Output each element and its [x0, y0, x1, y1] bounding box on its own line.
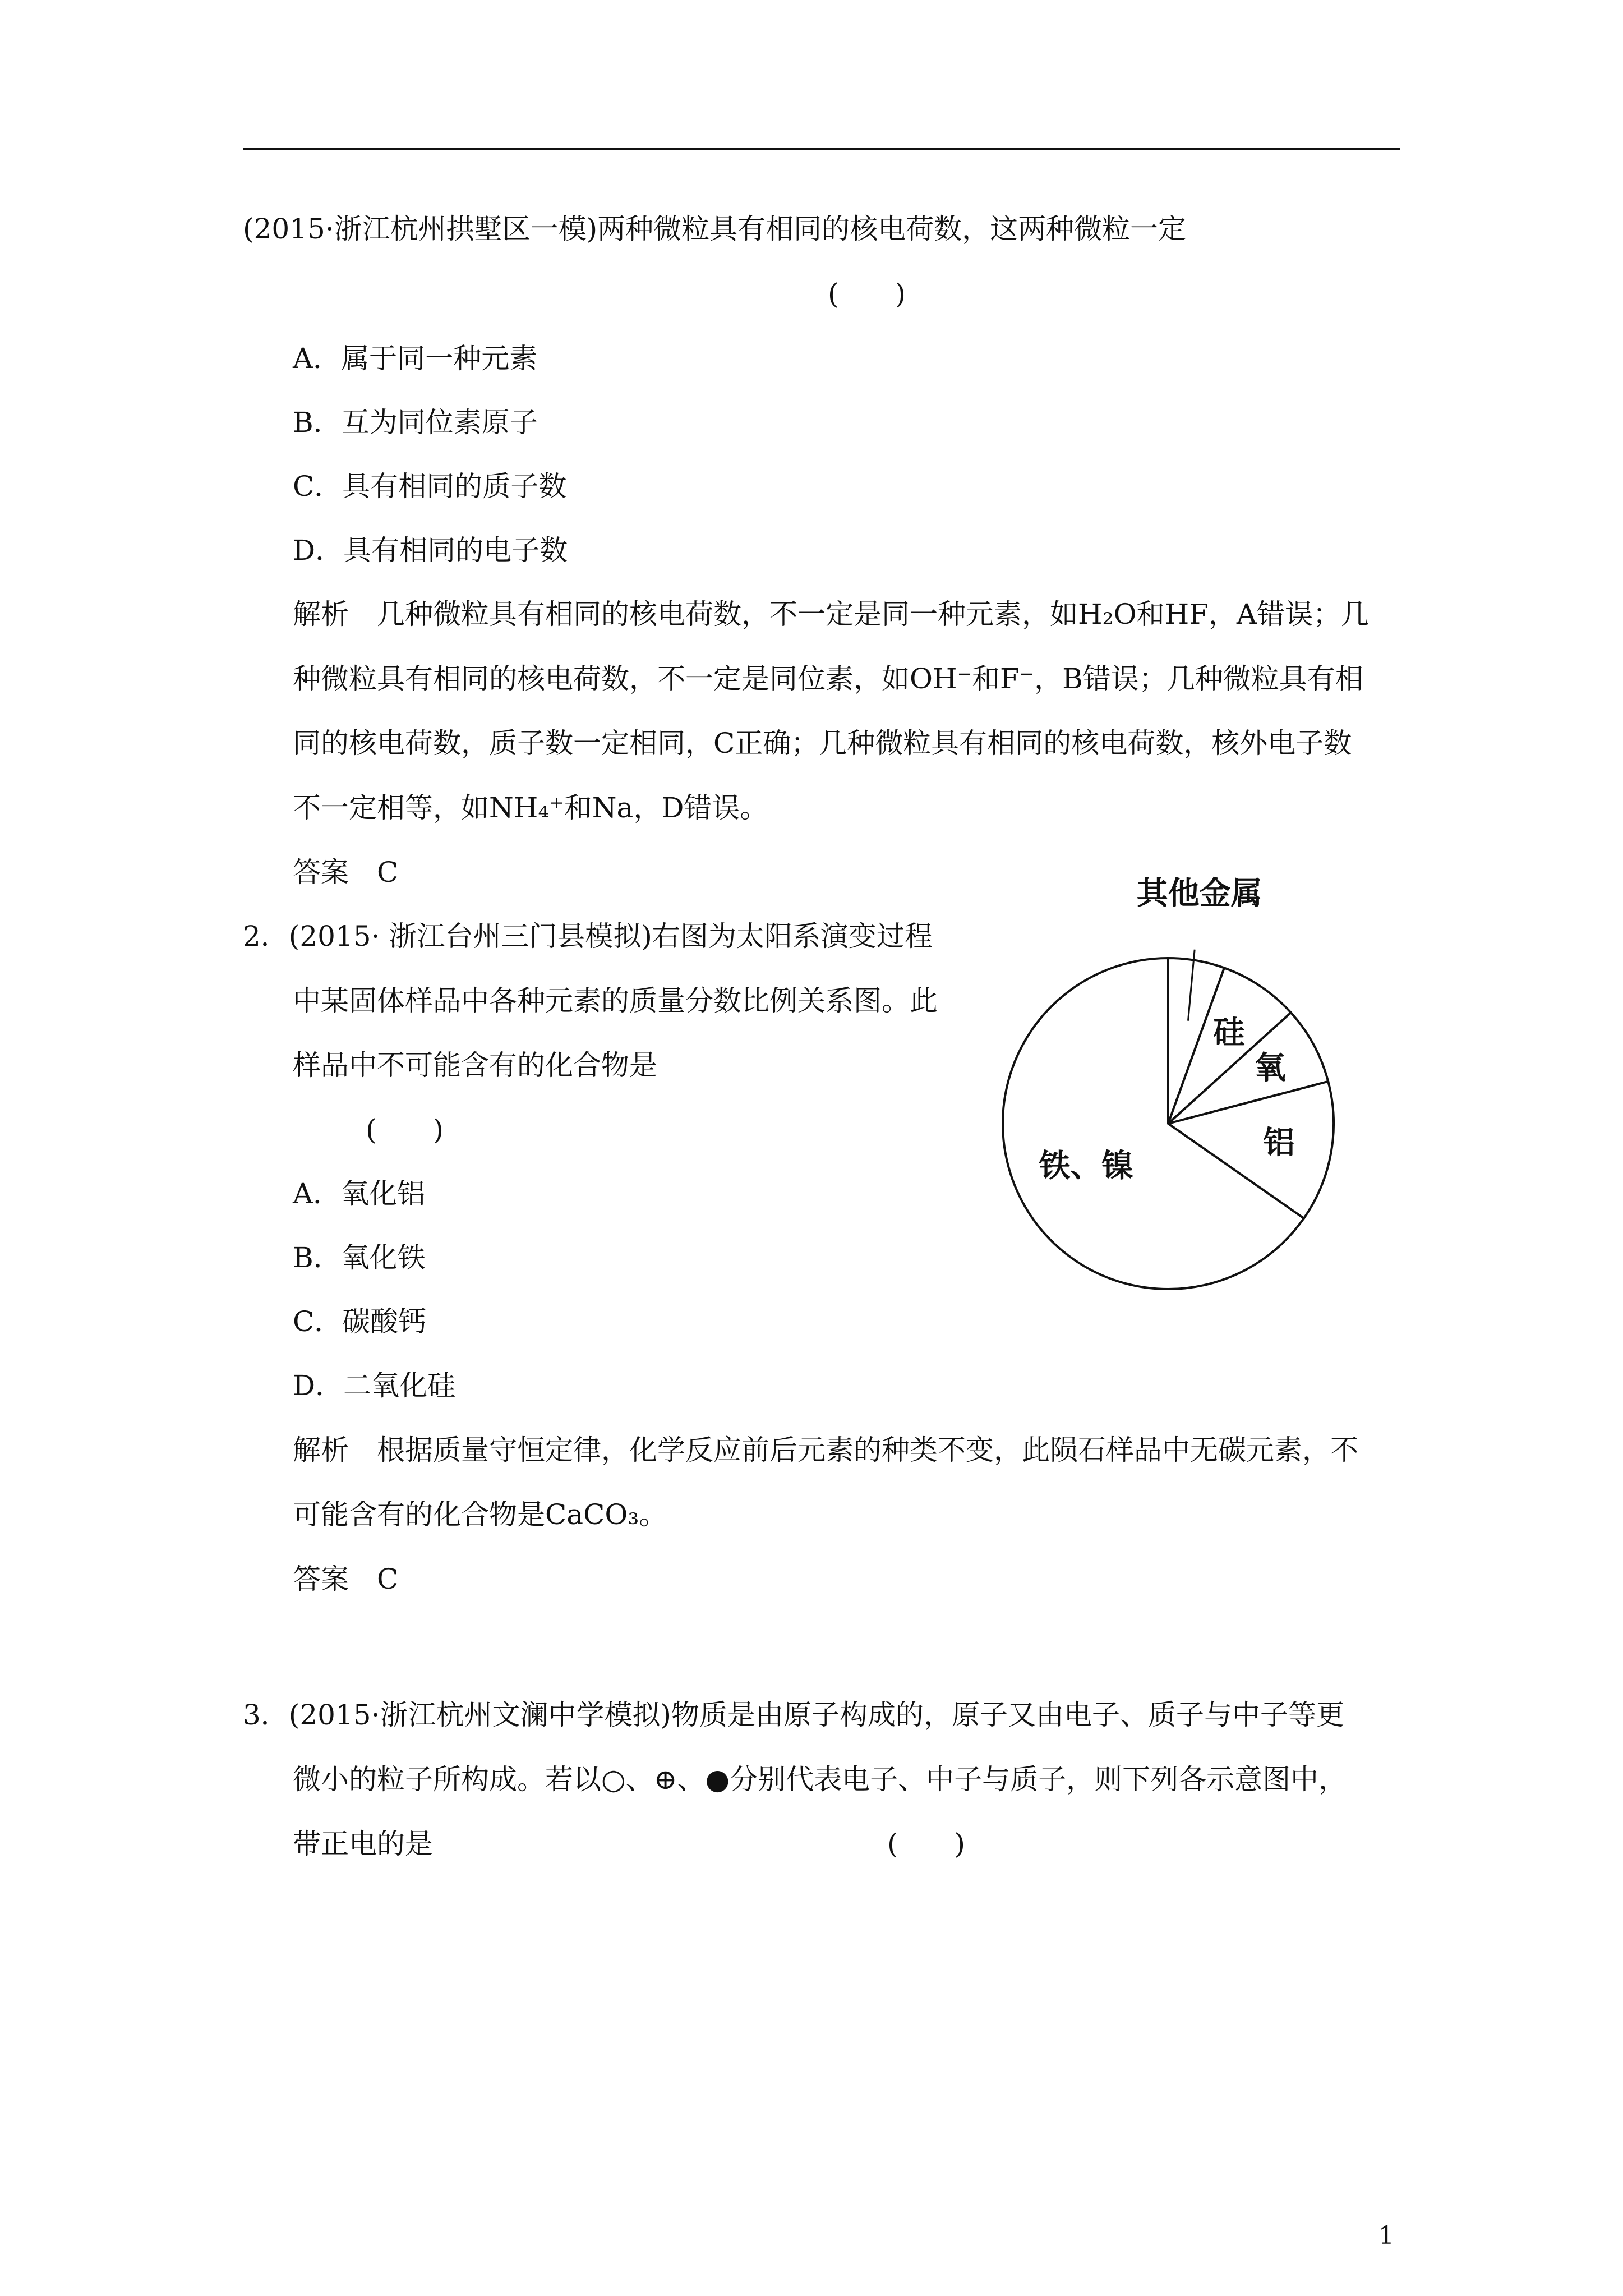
- q1-analysis-line-4: 不一定相等，如NH₄⁺和Na，D错误。: [293, 792, 768, 824]
- q2-answer: 答案 C: [293, 1563, 399, 1595]
- q2-analysis-line-2: 可能含有的化合物是CaCO₃。: [293, 1498, 667, 1531]
- q1-analysis-line-2: 种微粒具有相同的核电荷数，不一定是同位素，如OH⁻和F⁻，B错误；几种微粒具有相: [293, 662, 1363, 695]
- header-rule: [243, 148, 1400, 150]
- q1-stem: (2015·浙江杭州拱墅区一模)两种微粒具有相同的核电荷数，这两种微粒一定: [243, 213, 1187, 245]
- q1-answer: 答案 C: [293, 856, 399, 889]
- label-aluminum: 铝: [1263, 1125, 1295, 1162]
- q3-stem-line-2: 微小的粒子所构成。若以○、⊕、●分别代表电子、中子与质子，则下列各示意图中，: [293, 1763, 1347, 1796]
- q2-option-c: C．碳酸钙: [293, 1305, 427, 1338]
- q2-answer-paren: ( ): [366, 1114, 444, 1146]
- q1-option-d: D．具有相同的电子数: [293, 534, 568, 567]
- label-oxygen: 氧: [1254, 1050, 1286, 1087]
- label-iron-nickel: 铁、镍: [1039, 1148, 1133, 1185]
- q2-stem-line-1: 2．(2015· 浙江台州三门县模拟)右图为太阳系演变过程: [243, 920, 933, 953]
- q1-option-b: B．互为同位素原子: [293, 406, 538, 439]
- q3-stem-line-3: 带正电的是: [293, 1828, 433, 1860]
- element-mass-pie-chart: [993, 875, 1363, 1323]
- q2-option-a: A．氧化铝: [293, 1177, 426, 1210]
- q3-answer-paren: ( ): [887, 1828, 966, 1860]
- q3-stem-line-1: 3．(2015·浙江杭州文澜中学模拟)物质是由原子构成的，原子又由电子、质子与中子等更: [243, 1699, 1344, 1731]
- page-number: 1: [1378, 2221, 1394, 2250]
- q1-analysis-line-3: 同的核电荷数，质子数一定相同，C正确；几种微粒具有相同的核电荷数，核外电子数: [293, 727, 1352, 760]
- label-other-metals: 其他金属: [1136, 875, 1262, 912]
- q1-answer-paren: ( ): [828, 278, 906, 310]
- q2-stem-line-2: 中某固体样品中各种元素的质量分数比例关系图。此: [293, 984, 938, 1017]
- q2-stem-line-3: 样品中不可能含有的化合物是: [293, 1049, 657, 1082]
- q1-option-a: A．属于同一种元素: [293, 342, 538, 375]
- q1-option-c: C．具有相同的质子数: [293, 470, 567, 503]
- q1-analysis-line-1: 解析 几种微粒具有相同的核电荷数，不一定是同一种元素，如H₂O和HF，A错误；几: [293, 598, 1370, 631]
- q2-analysis-line-1: 解析 根据质量守恒定律，化学反应前后元素的种类不变，此陨石样品中无碳元素，不: [293, 1434, 1358, 1466]
- label-silicon: 硅: [1213, 1014, 1245, 1051]
- q2-option-d: D．二氧化硅: [293, 1369, 456, 1402]
- q2-option-b: B．氧化铁: [293, 1241, 426, 1274]
